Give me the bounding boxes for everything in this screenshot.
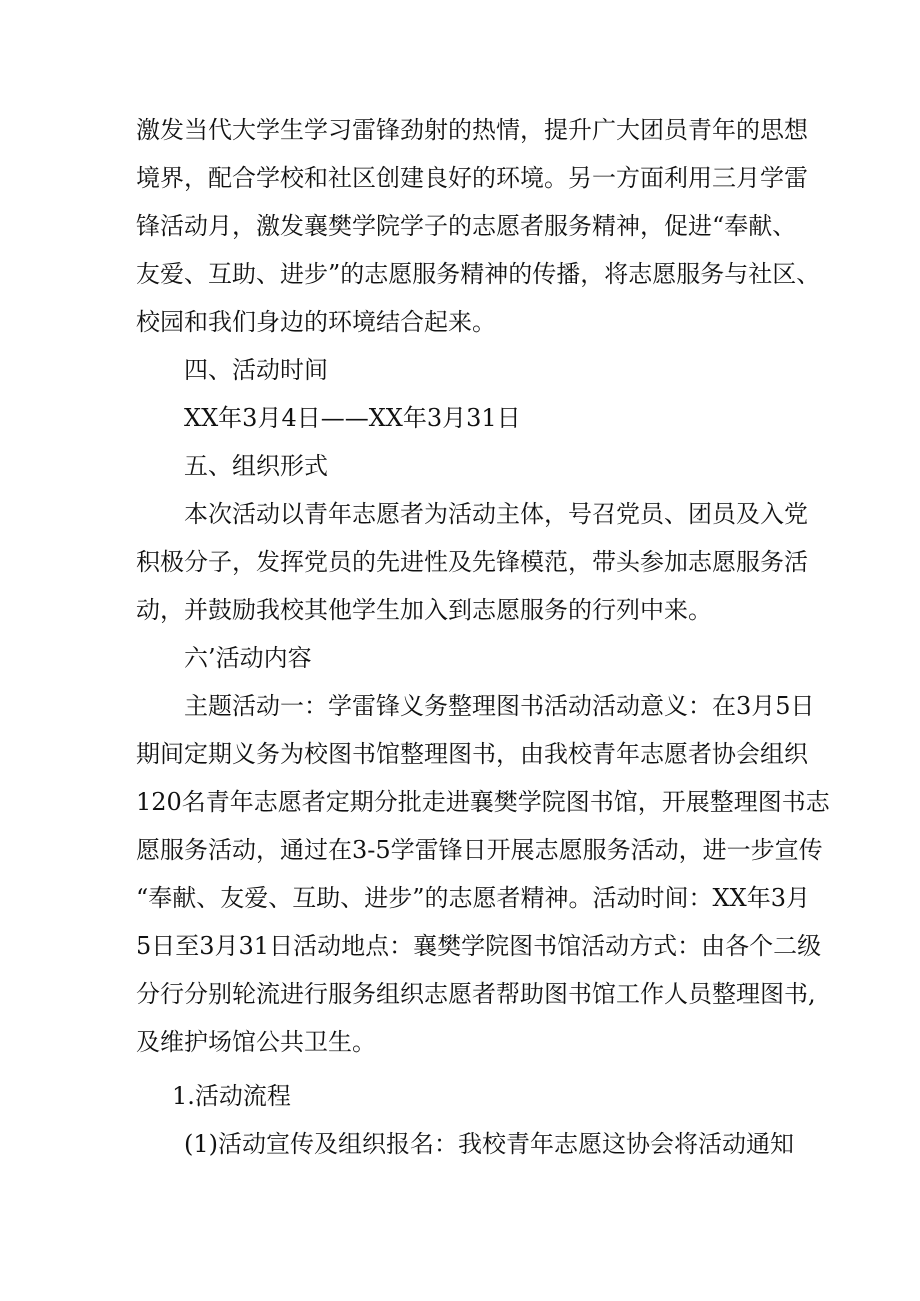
text-line: 本次活动以青年志愿者为活动主体，号召党员、团员及入党 <box>184 500 808 528</box>
text-line: 120名青年志愿者定期分批走进襄樊学院图书馆，开展整理图书志 <box>136 788 830 816</box>
paragraph-organization <box>136 490 808 634</box>
text-line: 积极分子，发挥党员的先进性及先锋模范，带头参加志愿服务活 <box>136 548 808 576</box>
text-line: (1)活动宣传及组织报名：我校青年志愿这协会将活动通知 <box>184 1130 794 1158</box>
text-line: 主题活动一：学雷锋义务整理图书活动活动意义：在3月5日 <box>184 692 815 720</box>
paragraph-step-1 <box>136 1120 800 1168</box>
section-heading-activity-content <box>136 634 800 682</box>
text-line: “奉献、友爱、互助、进步”的志愿者精神。活动时间：XX年3月 <box>136 884 810 912</box>
text-line: 5日至3月31日活动地点：襄樊学院图书馆活动方式：由各个二级 <box>136 932 822 960</box>
text-line: 激发当代大学生学习雷锋劲射的热情，提升广大团员青年的思想 <box>136 116 808 144</box>
text-line: 校园和我们身边的环境结合起来。 <box>136 308 496 336</box>
document-body <box>136 106 830 1168</box>
heading-text: 1.活动流程 <box>172 1082 291 1110</box>
paragraph-time-range <box>136 394 800 442</box>
subheading-activity-flow <box>136 1072 800 1120</box>
heading-text: 五、组织形式 <box>184 452 328 480</box>
section-heading-organization <box>136 442 800 490</box>
text-line: 境界，配合学校和社区创建良好的环境。另一方面利用三月学雷 <box>136 164 808 192</box>
text-line: 愿服务活动，通过在3-5学雷锋日开展志愿服务活动，进一步宣传 <box>136 836 823 864</box>
text-line: 及维护场馆公共卫生。 <box>136 1028 376 1056</box>
section-heading-activity-time <box>136 346 800 394</box>
text-line: 锋活动月，激发襄樊学院学子的志愿者服务精神，促进“奉献、 <box>136 212 797 240</box>
text-line: 分行分别轮流进行服务组织志愿者帮助图书馆工作人员整理图书, <box>136 980 816 1008</box>
paragraph-theme-activity-1 <box>136 682 830 1066</box>
paragraph-intro-continuation <box>136 106 821 346</box>
text-line: 动，并鼓励我校其他学生加入到志愿服务的行列中来。 <box>136 596 712 624</box>
heading-text: 六’活动内容 <box>184 644 312 672</box>
text-line: 期间定期义务为校图书馆整理图书，由我校青年志愿者协会组织 <box>136 740 808 768</box>
text-line: 友爱、互助、进步”的志愿服务精神的传播，将志愿服务与社区、 <box>136 260 821 288</box>
text-line: XX年3月4日——XX年3月31日 <box>184 404 521 432</box>
heading-text: 四、活动时间 <box>184 356 328 384</box>
